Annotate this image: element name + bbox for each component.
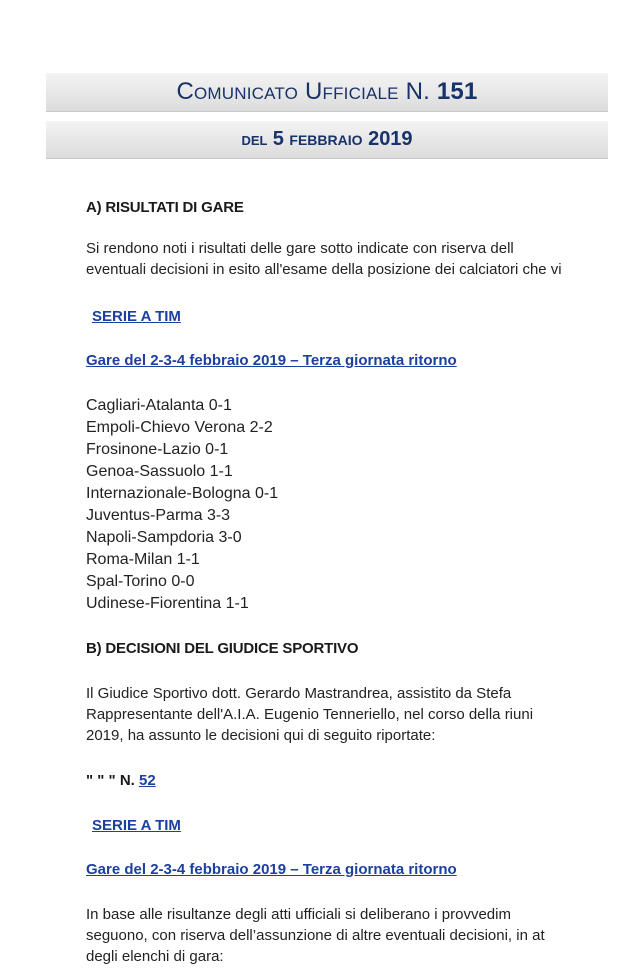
document-date: [46, 121, 608, 158]
date-prefix: del: [241, 129, 268, 150]
result-item: Genoa-Sassuolo 1-1: [86, 463, 233, 480]
paragraph-line: Il Giudice Sportivo dott. Gerardo Mastrandrea, assistito da Stefa: [86, 685, 512, 702]
result-item: Empoli-Chievo Verona 2-2: [86, 419, 273, 436]
section-b-heading: B) DECISIONI DEL GIUDICE SPORTIVO: [86, 640, 359, 657]
paragraph-line: Si rendono noti i risultati delle gare sotto indicate con riserva dell: [86, 240, 514, 257]
round-link[interactable]: Gare del 2-3-4 febbraio 2019 – Terza giornata ritorno: [86, 352, 457, 369]
date-value: 5 febbraio 2019: [272, 128, 413, 150]
result-item: Roma-Milan 1-1: [86, 551, 200, 568]
result-item: Cagliari-Atalanta 0-1: [86, 397, 232, 414]
reference-number: [86, 772, 156, 789]
title-banner: [46, 73, 608, 112]
results-list: [86, 395, 278, 615]
round-link-b[interactable]: Gare del 2-3-4 febbraio 2019 – Terza giornata ritorno: [86, 861, 457, 878]
paragraph-line: 2019, ha assunto le decisioni qui di seguito riportate:: [86, 727, 436, 744]
result-item: Frosinone-Lazio 0-1: [86, 441, 229, 458]
paragraph-line: seguono, con riserva dell’assunzione di altre eventuali decisioni, in at: [86, 927, 545, 944]
reference-link[interactable]: 52: [139, 772, 156, 789]
result-item: Napoli-Sampdoria 3-0: [86, 529, 242, 546]
title-prefix: Comunicato Ufficiale N.: [176, 78, 430, 105]
paragraph-line: Rappresentante dell'A.I.A. Eugenio Tenneriello, nel corso della riuni: [86, 706, 534, 723]
league-link-serie-a[interactable]: SERIE A TIM: [92, 308, 181, 325]
section-b-paragraph: [86, 683, 620, 746]
section-b-final-paragraph: [86, 904, 620, 967]
paragraph-line: degli elenchi di gara:: [86, 948, 224, 965]
title-number: 151: [436, 78, 478, 105]
section-a-paragraph: [86, 238, 620, 280]
league-link-serie-a-b[interactable]: SERIE A TIM: [92, 817, 181, 834]
result-item: Internazionale-Bologna 0-1: [86, 485, 279, 502]
date-banner: [46, 121, 608, 159]
result-item: Spal-Torino 0-0: [86, 573, 195, 590]
document-title: [46, 73, 608, 111]
result-item: Juventus-Parma 3-3: [86, 507, 231, 524]
paragraph-line: eventuali decisioni in esito all'esame della posizione dei calciatori che vi: [86, 261, 562, 278]
section-a-heading: A) RISULTATI DI GARE: [86, 199, 244, 216]
paragraph-line: In base alle risultanze degli atti ufficiali si deliberano i provvedim: [86, 906, 511, 923]
reference-prefix: " " " N.: [86, 772, 135, 789]
result-item: Udinese-Fiorentina 1-1: [86, 595, 249, 612]
